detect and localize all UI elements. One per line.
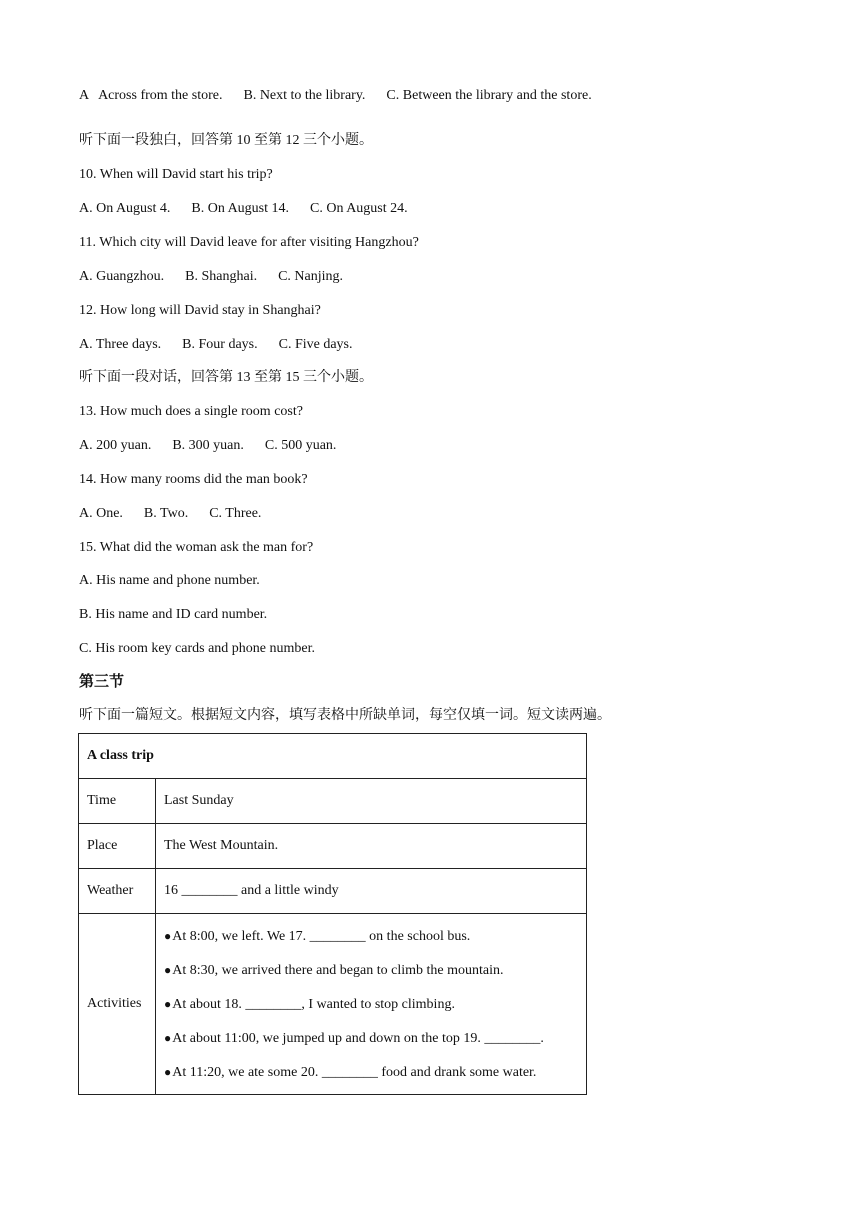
instruction-dialogue: 听下面一段对话，回答第 13 至第 15 三个小题。 xyxy=(79,370,373,385)
section-3-instruction: 听下面一篇短文。根据短文内容，填写表格中所缺单词，每空仅填一词。短文读两遍。 xyxy=(79,708,611,723)
activities-label: Activities xyxy=(79,914,156,1095)
class-trip-table xyxy=(78,733,587,1095)
activity-item: ●At about 11:00, we jumped up and down on the top 19. ________. xyxy=(164,1031,544,1046)
section-3-title: 第三节 xyxy=(79,674,125,690)
activity-item: ●At about 18. ________, I wanted to stop climbing. xyxy=(164,997,455,1012)
bullet-icon: ● xyxy=(164,1031,172,1045)
activities-list xyxy=(156,914,587,1095)
activity-item: ●At 8:00, we left. We 17. ________ on the school bus. xyxy=(164,929,471,944)
question-14-options: A. One. B. Two. C. Three. xyxy=(79,506,262,521)
table-title-row xyxy=(79,734,587,779)
question-14: 14. How many rooms did the man book? xyxy=(79,472,308,487)
place-value: The West Mountain. xyxy=(156,824,587,869)
instruction-monologue: 听下面一段独白，回答第 10 至第 12 三个小题。 xyxy=(79,133,373,148)
bullet-icon: ● xyxy=(164,929,172,943)
bullet-icon: ● xyxy=(164,1065,172,1079)
weather-label: Weather xyxy=(79,869,156,914)
table-row-place xyxy=(79,824,587,869)
place-label: Place xyxy=(79,824,156,869)
q9-options: A Across from the store. B. Next to the library. C. Between the library and the store. xyxy=(79,88,592,103)
question-11: 11. Which city will David leave for after visiting Hangzhou? xyxy=(79,235,419,250)
question-15-option-b: B. His name and ID card number. xyxy=(79,607,268,622)
weather-value: 16 ________ and a little windy xyxy=(156,869,587,914)
time-value: Last Sunday xyxy=(156,779,587,824)
time-label: Time xyxy=(79,779,156,824)
question-15-option-a: A. His name and phone number. xyxy=(79,573,260,588)
question-12-options: A. Three days. B. Four days. C. Five days. xyxy=(79,337,353,352)
question-15-option-c: C. His room key cards and phone number. xyxy=(79,641,316,656)
question-13-options: A. 200 yuan. B. 300 yuan. C. 500 yuan. xyxy=(79,438,337,453)
question-10-options: A. On August 4. B. On August 14. C. On August 24. xyxy=(79,201,408,216)
table-title: A class trip xyxy=(79,734,587,779)
activity-item: ●At 11:20, we ate some 20. ________ food and drank some water. xyxy=(164,1065,537,1080)
question-11-options: A. Guangzhou. B. Shanghai. C. Nanjing. xyxy=(79,269,344,284)
question-13: 13. How much does a single room cost? xyxy=(79,404,303,419)
question-10: 10. When will David start his trip? xyxy=(79,167,273,182)
question-12: 12. How long will David stay in Shanghai? xyxy=(79,303,321,318)
question-15: 15. What did the woman ask the man for? xyxy=(79,540,314,555)
bullet-icon: ● xyxy=(164,997,172,1011)
table-row-activities xyxy=(79,914,587,1095)
table-row-weather xyxy=(79,869,587,914)
table-row-time xyxy=(79,779,587,824)
activity-item: ●At 8:30, we arrived there and began to climb the mountain. xyxy=(164,963,504,978)
bullet-icon: ● xyxy=(164,963,172,977)
